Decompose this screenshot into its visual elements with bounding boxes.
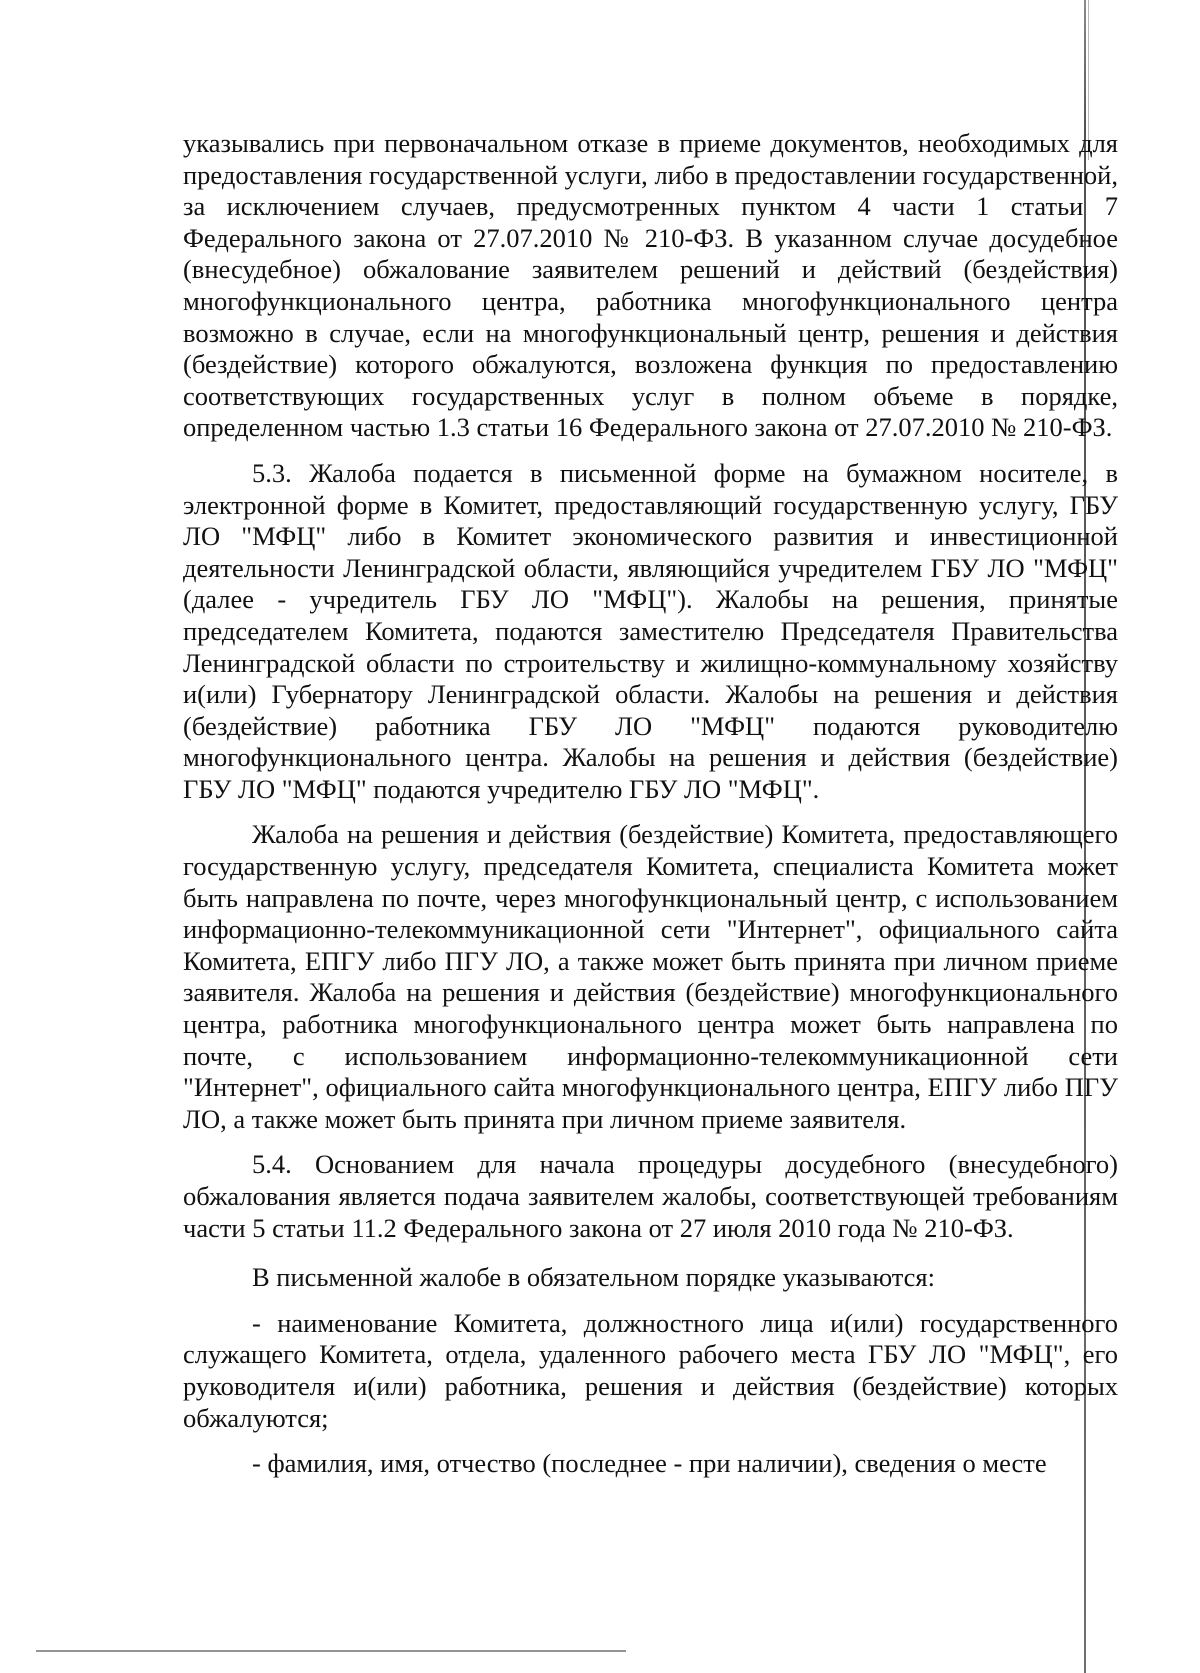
paragraph-5-3: 5.3. Жалоба подается в письменной форме на бумажном носителе, в электронной форме в Комитет, предоставляющий государственную услугу, ГБУ ЛО "МФЦ" либо в Комитет экономического развития и инвестиционной деятельности Ленинградской области, являющийся учредителем ГБУ ЛО "МФЦ" (далее - учредитель ГБУ ЛО "МФЦ"). Жалобы на решения, принятые председателем Комитета, подаются заместителю Председателя Правительства Ленинградской области по строительству и жилищно-коммунальному хозяйству и(или) Губернатору Ленинградской области. Жалобы на решения и действия (бездействие) работника ГБУ ЛО "МФЦ" подаются руководителю многофункционального центра. Жалобы на решения и действия (бездействие) ГБУ ЛО "МФЦ" подаются учредителю ГБУ ЛО "МФЦ". [183,457,1118,804]
paragraph-continuation: указывались при первоначальном отказе в приеме документов, необходимых для предоставления государственной услуги, либо в предоставлении государственной, за исключением случаев, предусмотренных пунктом 4 части 1 статьи 7 Федерального закона от 27.07.2010 № 210-ФЗ. В указанном случае досудебное (внесудебное) обжалование заявителем решений и действий (бездействия) многофункционального центра, работника многофункционального центра возможно в случае, если на многофункциональный центр, решения и действия (бездействие) которого обжалуются, возложена функция по предоставлению соответствующих государственных услуг в полном объеме в порядке, определенном частью 1.3 статьи 16 Федерального закона от 27.07.2010 № 210-ФЗ. [183,128,1118,443]
paragraph-written-complaint-intro: В письменной жалобе в обязательном порядке указываются: [252,1262,935,1293]
document-body [183,128,1118,1480]
scan-artifact-horizontal-line [36,1650,626,1652]
list-item-committee-name: - наименование Комитета, должностного лица и(или) государственного служащего Комитета, отдела, удаленного рабочего места ГБУ ЛО "МФЦ", его руководителя и(или) работника, решения и действия (бездействие) которых обжалуются; [183,1307,1118,1433]
list-item-applicant-name: - фамилия, имя, отчество (последнее - при наличии), сведения о месте [252,1448,1047,1479]
paragraph-complaint-channels: Жалоба на решения и действия (бездействие) Комитета, предоставляющего государственную услугу, председателя Комитета, специалиста Комитета может быть направлена по почте, через многофункциональный центр, с использованием информационно-телекоммуникационной сети "Интернет", официального сайта Комитета, ЕПГУ либо ПГУ ЛО, а также может быть принята при личном приеме заявителя. Жалоба на решения и действия (бездействие) многофункционального центра, работника многофункционального центра может быть направлена по почте, с использованием информационно-телекоммуникационной сети "Интернет", официального сайта многофункционального центра, ЕПГУ либо ПГУ ЛО, а также может быть принята при личном приеме заявителя. [183,819,1118,1134]
paragraph-5-4: 5.4. Основанием для начала процедуры досудебного (внесудебного) обжалования является подача заявителем жалобы, соответствующей требованиям части 5 статьи 11.2 Федерального закона от 27 июля 2010 года № 210-ФЗ. [183,1149,1118,1243]
